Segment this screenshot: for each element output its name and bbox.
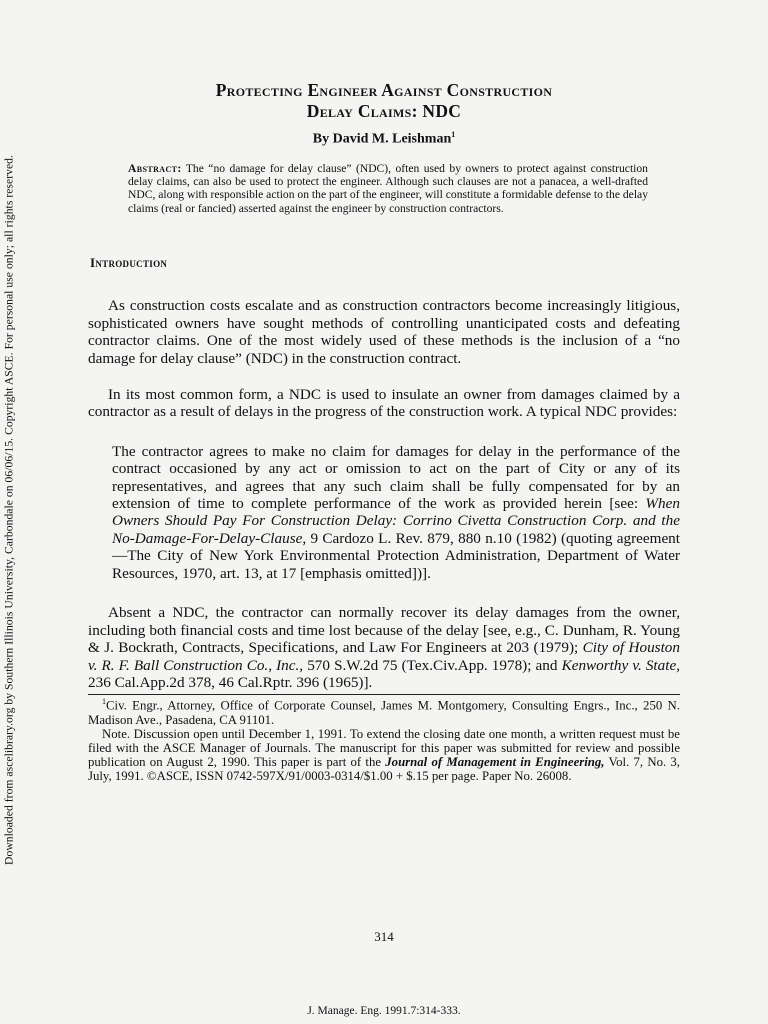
page-number: 314	[374, 929, 394, 944]
article-title	[88, 80, 680, 122]
author-name: By David M. Leishman	[312, 131, 452, 147]
quote-text-b: 9 Cardozo L. Rev. 879, 880 n.10 (1982) (quoting agreement—The City of New York Environmental Protection Administration, Department of Water Resources, 1970, art. 13, at 17 [emphasis omitted])].	[112, 529, 680, 582]
download-notice-text: Downloaded from ascelibrary.org by Southern Illinois University, Carbondale on 06/06/15. Copyright ASCE. For personal use only; all rights reserved.	[2, 155, 16, 865]
note-text-b: Vol. 7, No. 3, July, 1991. ©ASCE, ISSN 0742-597X/91/0003-0314/$1.00 + $.15 per page. Paper No. 26008.	[88, 755, 680, 784]
paragraph-2: In its most common form, a NDC is used to insulate an owner from damages claimed by a contractor as a result of delays in the progress of the construction work. A typical NDC provides:	[88, 385, 680, 421]
paragraph-1: As construction costs escalate and as construction contractors become increasingly litigious, sophisticated owners have sought methods of controlling unanticipated costs and defeating contractor claims. One of the most widely used of these methods is the inclusion of a “no damage for delay clause” (NDC) in the construction contract.	[88, 297, 680, 368]
footnote-1-marker: 1	[102, 697, 106, 707]
abstract	[128, 162, 648, 216]
author-byline	[88, 130, 680, 148]
paragraph-3	[88, 604, 680, 692]
journal-name: Journal of Management in Engineering,	[385, 755, 605, 770]
p3-text-a: Absent a NDC, the contractor can normally recover its delay damages from the owner, including both financial costs and time lost because of the delay [see, e.g., C. Dunham, R. Young & J. Bockrath, Contracts, Specifications, and Law For Engineers at 203 (1979);	[88, 604, 680, 657]
title-line-1: Protecting Engineer Against Construction	[215, 80, 553, 100]
quote-cited-title: When Owners Should Pay For Construction Delay: Corrino Civetta Construction Corp. and the No-Damage-For-Delay-Clause,	[112, 495, 680, 547]
abstract-label: Abstract:	[128, 161, 182, 175]
title-line-2: Delay Claims: NDC	[306, 101, 462, 121]
p3-case-houston: City of Houston v. R. F. Ball Construction Co., Inc.,	[88, 639, 680, 674]
section-heading-introduction: Introduction	[90, 255, 168, 271]
journal-citation: J. Manage. Eng. 1991.7:314-333.	[307, 1005, 461, 1017]
footnote-1	[88, 695, 680, 727]
footnote-1-text: Civ. Engr., Attorney, Office of Corporate Counsel, James M. Montgomery, Consulting Engrs., Inc., 250 N. Madison Ave., Pasadena, CA 91101.	[88, 698, 680, 727]
p3-text-b: 570 S.W.2d 75 (Tex.Civ.App. 1978); and	[303, 656, 562, 674]
ndc-quote	[112, 443, 680, 582]
p3-case-kenworthy: Kenworthy v. State,	[561, 656, 680, 674]
p3-text-c: 236 Cal.App.2d 378, 46 Cal.Rptr. 396 (1965)].	[88, 674, 373, 692]
note-text-a: Note. Discussion open until December 1, 1991. To extend the closing date one month, a written request must be filed with the ASCE Manager of Journals. The manuscript for this paper was submitted for review and possible publication on August 2, 1990. This paper is part of the	[88, 726, 680, 770]
article-page	[88, 80, 680, 784]
download-notice	[0, 130, 18, 890]
footnote-note	[88, 727, 680, 784]
abstract-text: The “no damage for delay clause” (NDC), often used by owners to protect against construction delay claims, can also be used to protect the engineer. Although such clauses are not a panacea, a well-drafted NDC, along with responsible action on the part of the engineer, will constitute a formidable defense to the delay claims (real or fancied) asserted against the engineer by construction contractors.	[128, 161, 648, 215]
quote-text-a: The contractor agrees to make no claim for damages for delay in the performance of the contract occasioned by any act or omission to act on the part of City or any of its representatives, and agrees that any such claim shall be fully compensated for by an extension of time to complete performance of the work as provided herein [see:	[112, 442, 680, 513]
author-footnote-marker: 1	[451, 130, 456, 139]
